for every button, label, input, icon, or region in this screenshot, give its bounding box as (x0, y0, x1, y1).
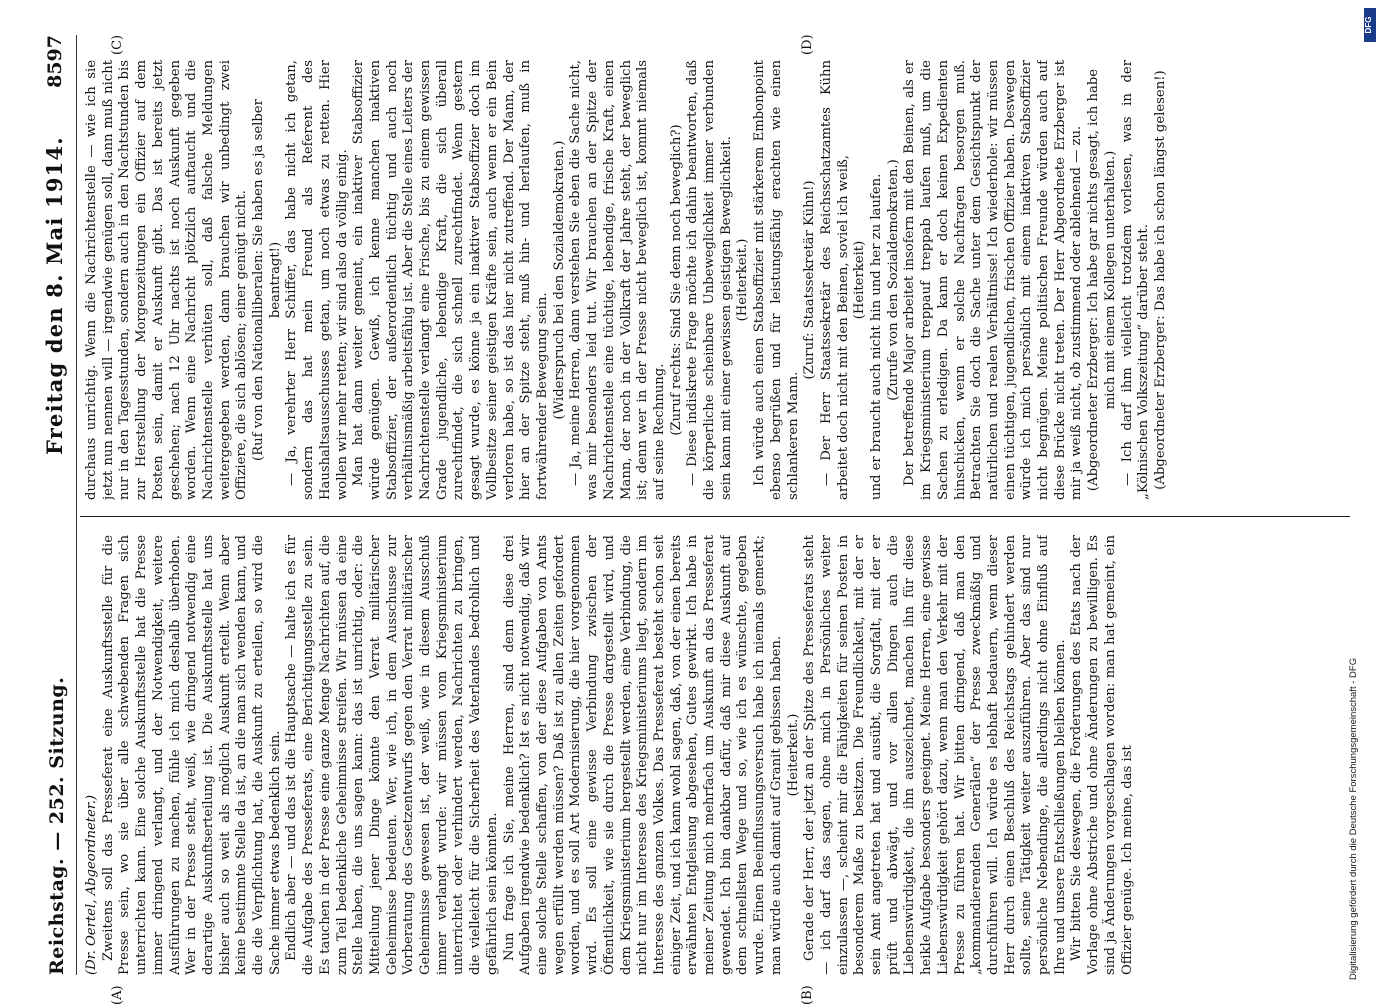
running-header (40, 35, 74, 975)
margin-mark-d: (D) (800, 34, 815, 55)
margin-mark-b: (B) (800, 985, 815, 1005)
digitization-credit (1348, 20, 1368, 980)
column-right (84, 60, 1354, 500)
paragraph: Man hat dann weiter gemeint, ein inaktiver Stabsoffizier würde genügen. Gewiß, ich kenne manchen inaktiven Stabsoffizier, der außerordentlich tüchtig und auch noch verhältnismäßig arbeitsfähig ist. Aber die Stelle eines Leiters der Nachrichtenstelle verlangt eine Frische, bis zu einem gewissen Grade jugendliche, lebendige Kraft, die sich überall zurechtfindet, die sich schnell zurechtfindet. Wenn gestern gesagt wurde, es könne ja ein inaktiver Stabsoffizier doch im Vollbesitze seiner geistigen Kräfte sein, auch wenn er ein Bein verloren habe, so ist das hier nicht zutreffend. Der Mann, der hier an der Spitze steht, muß hin- und herlaufen, muß in fortwährender Bewegung sein. (351, 60, 550, 500)
rotated-page-content (40, 34, 1360, 1005)
interjection: (Abgeordneter Erzberger: Ich habe gar nichts gesagt, ich habe mich mit einem Kollegen unterhalten.) (1086, 68, 1118, 492)
interjection: (Ruf von den Nationalliberalen: Sie haben es ja selber beantragt!) (251, 99, 283, 461)
interjection: (Zuruf rechts: Sind Sie denn noch beweglich?) (668, 124, 684, 436)
paragraph: Zweitens soll das Presseferat eine Auskunftsstelle für die Presse sein, wo sie über alle schwebenden Fragen sich unterrichten kann. Eine solche Auskunftsstelle hat die Presse immer dringend verlangt, und der Notwendigkeit, weitere Ausführungen zu machen, fühle ich mich deshalb überhoben. Wer in der Presse steht, weiß, wie dringend notwendig eine derartige Auskunftserteilung ist. Die Auskunftsstelle hat uns bisher auch so weit als möglich Auskunft erteilt. Wenn aber keine bestimmte Stelle da ist, an die man sich wenden kann, und die die Verpflichtung hat, die Auskunft zu erteilen, so wird die Sache immer etwas bedenklich sein. (100, 535, 283, 975)
speaker-line: (Dr. Oertel, Abgeordneter.) (84, 794, 99, 975)
column-divider (80, 516, 1350, 517)
page-number: 8597 (44, 35, 66, 88)
paragraph: — Der Herr Staatssekretär des Reichsschatzamtes Kühn arbeitet doch nicht mit den Beinen, soviel ich weiß, (818, 60, 851, 500)
paragraph: durchaus unrichtig. Wenn die Nachrichtenstelle — wie ich sie jetzt nun nennen will — irgendwie genügen soll, dann muß nicht nur in den Tagesstunden, sondern auch in den Nachtstunden bis zur Herstellung der Morgenzeitungen ein Offizier auf dem Posten sein, damit er Auskunft gibt. Das ist bereits jetzt geschehen; nach 12 Uhr nachts ist noch Auskunft gegeben worden. Wenn eine Nachricht plötzlich auftaucht und die Nachrichtenstelle verhüten soll, daß falsche Meldungen weitergegeben werden, dann brauchen wir unbedingt zwei Offiziere, die sich ablösen; einer genügt nicht. (84, 60, 250, 500)
paragraph: Wir bitten Sie deswegen, die Forderungen des Etats nach der Vorlage ohne Abstriche und ohne Änderungen zu bewilligen. Es sind ja Änderungen vorgeschlagen worden: man hat gemeint, ein Offizier genüge. Ich meine, das ist (1069, 535, 1135, 975)
interjection: (Heiterkeit.) (785, 713, 801, 797)
column-left (84, 535, 1354, 975)
interjection: (Widerspruch bei den Sozialdemokraten.) (551, 140, 567, 420)
interjection: (Zurufe von den Sozialdemokraten.) (885, 159, 901, 401)
paragraph: Ich würde auch einen Stabsoffizier mit stärkerem Embonpoint ebenso begrüßen und für leistungsfähig erachten wie einen schlankeren Mann. (752, 60, 801, 500)
paragraph: — Diese indiskrete Frage möchte ich dahin beantworten, daß die körperliche scheinbare Unbeweglichkeit immer verbunden sein kann mit einer gewissen geistigen Beweglichkeit. (685, 60, 734, 500)
interjection: (Heiterkeit.) (735, 238, 751, 322)
paragraph: Der betreffende Major arbeitet insofern mit den Beinen, als er im Kriegsministerium treppauf treppab laufen muß, um die Sachen zu erledigen. Da kann er doch keinen Expedienten hinschicken, wenn er solche Nachfragen besorgen muß. Betrachten Sie doch die Sache unter dem Gesichtspunkt der natürlichen und realen Verhältnisse! Ich wiederhole: wir müssen einen tüchtigen, jugendlichen, frischen Offizier haben. Deswegen würde ich mich persönlich mit einem inaktiven Stabsoffizier nicht begnügen. Meine politischen Freunde würden auch auf diese Brücke nicht treten. Der Herr Abgeordnete Erzberger ist mir ja weiß nicht, ob zustimmend oder ablehnend — zu. (902, 60, 1085, 500)
interjection: (Heiterkeit) (852, 240, 868, 320)
paragraph: — Ja, meine Herren, dann verstehen Sie eben die Sache nicht, was mir besonders leid tut. Wir brauchen an der Spitze der Nachrichtenstelle eine tüchtige, lebendige, frische Kraft, einen Mann, der noch in der Vollkraft der Jahre steht, der beweglich ist; denn wer in der Presse nicht beweglich ist, kommt niemals auf seine Rechnung. (568, 60, 667, 500)
paragraph: Nun frage ich Sie, meine Herren, sind denn diese drei Aufgaben irgendwie bedenklich? Ist es nicht notwendig, daß wir eine solche Stelle schaffen, von der diese Aufgaben von Amts wegen erfüllt werden müssen? Daß ist zu allen Zeiten gefordert worden, und es soll Art Modernisierung, die hier vorgenommen wird. Es soll eine gewisse Verbindung zwischen der Öffentlichkeit, wie sie durch die Presse dargestellt wird, und dem Kriegsministerium hergestellt werden, eine Verbindung, die nicht nur im Interesse des Kriegsministeriums liegt, sondern im Interesse des ganzen Volkes. Das Presseferat besteht schon seit einiger Zeit, und ich kann wohl sagen, daß, von der einen bereits erwähnten Entgleisung abgesehen, Gutes gewirkt. Ich habe in meiner Zeitung mich mehrfach um Auskunft an das Presseferat gewendet. Ich bin dankbar dafür, daß mir diese Auskunft auf dem schnellsten Wege und so, wie ich es wünschte, gegeben wurde. Einen Beeinflussungsversuch habe ich niemals gemerkt; man würde auch damit auf Granit gebissen haben. (501, 535, 784, 975)
interjection: (Zuruf: Staatssekretär Kühn!) (802, 180, 818, 380)
header-rule (76, 35, 77, 975)
dfg-logo (1364, 8, 1376, 42)
dfg-logo-text: DFG (1364, 16, 1373, 34)
header-date: Freitag den 8. Mai 1914. (42, 136, 67, 455)
margin-mark-c: (C) (110, 34, 125, 55)
paragraph: Gerade der Herr, der jetzt an der Spitze des Presseferats steht — ich darf das sagen, ohne mich in Persönliches weiter einzulassen —, scheint mir die Fähigkeiten für seinen Posten in besonderem Maße zu besitzen. Die Freundlichkeit, mit der er sein Amt angetreten hat und ausübt, die Sorgfalt, mit der er prüft und abwägt, und vor allen Dingen auch die Liebenswürdigkeit, die ihn auszeichnet, machen ihn für diese heikle Aufgabe besonders geeignet. Meine Herren, eine gewisse Liebenswürdigkeit gehört dazu, wenn man den Verkehr mit der Presse zu führen hat. Wir bitten dringend, daß man den „kommandierenden Generälen“ der Presse zweckmäßig und durchführen will. Ich würde es lebhaft bedauern, wenn dieser Herr durch einen Beschluß des Reichstags gehindert werden sollte, seine Tätigkeit weiter auszuführen. Aber das sind nur persönliche Nebendinge, die allerdings nicht ohne Einfluß auf Ihre und unsere Entschließungen bleiben können. (802, 535, 1068, 975)
paragraph: — Ja, verehrter Herr Schiffer, das habe nicht ich getan, sondern das hat mein Freund als Referent des Haushaltsausschusses getan, um noch etwas zu retten. Hier wollen wir mehr retten; wir sind also da völlig einig. (284, 60, 350, 500)
header-left: Reichstag. — 252. Sitzung. (46, 676, 68, 975)
paragraph: und er braucht auch nicht hin und her zu laufen. (869, 173, 885, 500)
interjection: (Abgeordneter Erzberger: Das habe ich schon längst gelesen!) (1153, 70, 1168, 490)
margin-mark-a: (A) (110, 985, 125, 1005)
paragraph: Endlich aber — und das ist die Hauptsache — halte ich es für die Aufgabe des Presseferats, eine Berichtigungsstelle zu sein. Es tauchen in der Presse eine ganze Menge Nachrichten auf, die zum Teil bedenkliche Geheimnisse streifen. Wir müssen da eine Stelle haben, die uns sagen kann: das ist unrichtig, oder: die Mitteilung jener Dinge könnte den Verrat militärischer Geheimnisse bedeuten. Wer, wie ich, in dem Ausschusse zur Vorberatung des Gesetzentwurfs gegen den Verrat militärischer Geheimnisse gewesen ist, der weiß, wie in diesem Ausschuß immer verlangt wurde: wir müssen vom Kriegsministerium unterrichtet oder verhindert werden, Nachrichten zu bringen, die vielleicht für die Sicherheit des Vaterlandes bedrohlich und gefährlich sein könnten. (284, 535, 500, 975)
paragraph: — Ich darf ihm vielleicht trotzdem vorlesen, was in der „Kölnischen Volkszeitung“ darüber steht. (1119, 60, 1152, 500)
digitization-note: Digitalisierung gefördert durch die Deutsche Forschungsgemeinschaft - DFG (1348, 657, 1359, 980)
